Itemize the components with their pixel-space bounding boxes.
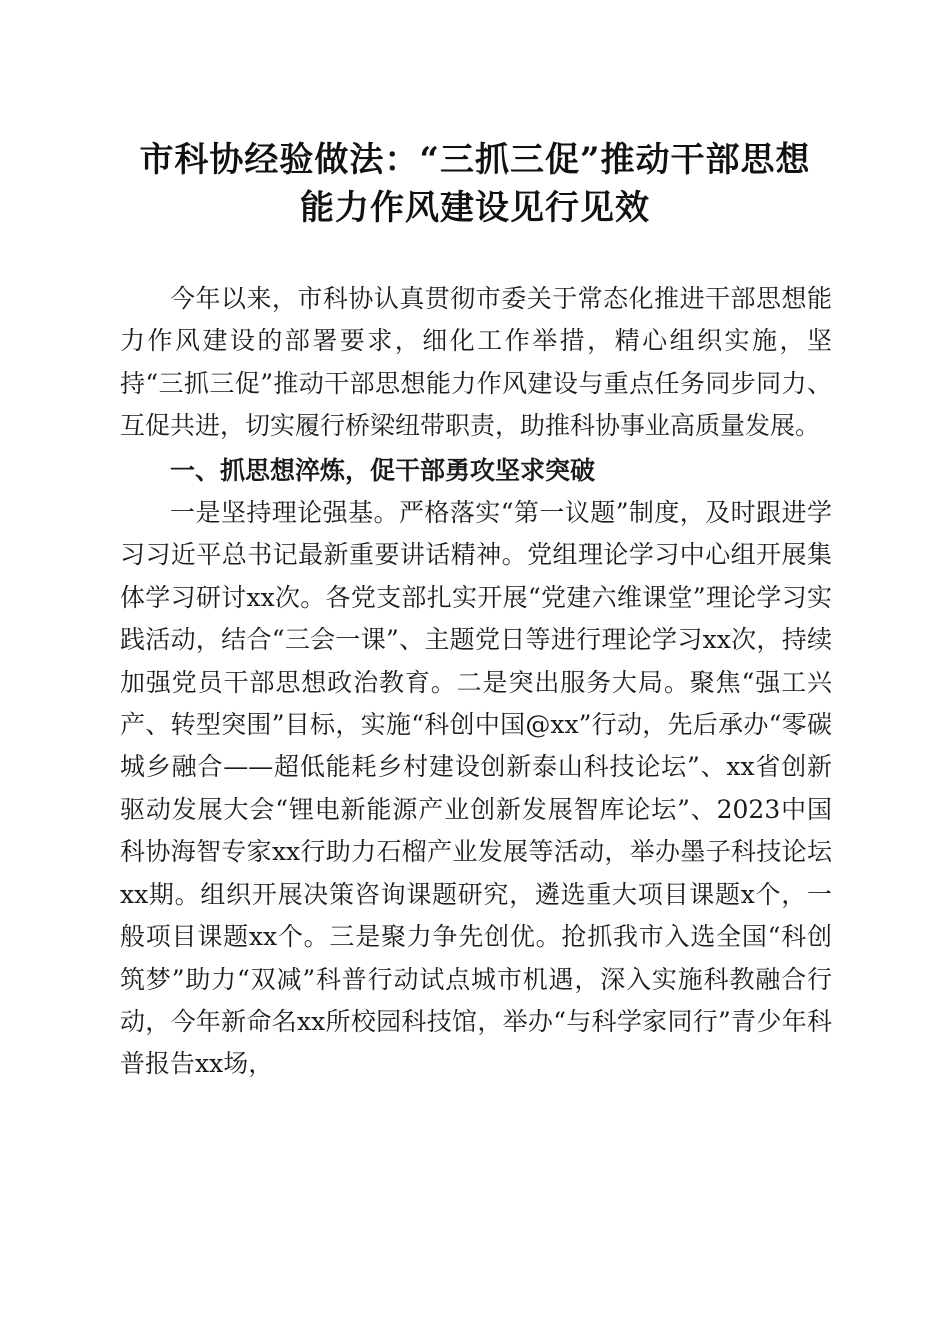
document-body — [120, 278, 832, 1086]
section-heading-1: 一、抓思想淬炼，促干部勇攻坚求突破 — [170, 455, 596, 485]
document-title-line-2: 能力作风建设见行见效 — [300, 188, 650, 228]
section-1-paragraph: 一是坚持理论强基。严格落实“第一议题”制度，及时跟进学习习近平总书记最新重要讲话精神。党组理论学习中心组开展集体学习研讨xx次。各党支部扎实开展“党建六维课堂”理论学习实践活动，结合“三会一课”、主题党日等进行理论学习xx次，持续加强党员干部思想政治教育。二是突出服务大局。聚焦“强工兴产、转型突围”目标，实施“科创中国@xx”行动，先后承办“零碳城乡融合——超低能耗乡村建设创新泰山科技论坛”、xx省创新驱动发展大会“锂电新能源产业创新发展智库论坛”、2023中国科协海智专家xx行助力石榴产业发展等活动，举办墨子科技论坛xx期。组织开展决策咨询课题研究，遴选重大项目课题x个，一般项目课题xx个。三是聚力争先创优。抢抓我市入选全国“科创筑梦”助力“双减”科普行动试点城市机遇，深入实施科教融合行动，今年新命名xx所校园科技馆，举办“与科学家同行”青少年科普报告xx场， — [120, 498, 832, 1079]
document-title-line-1: 市科协经验做法：“三抓三促”推动干部思想 — [139, 140, 811, 180]
intro-paragraph: 今年以来，市科协认真贯彻市委关于常态化推进干部思想能力作风建设的部署要求，细化工作举措，精心组织实施，坚持“三抓三促”推动干部思想能力作风建设与重点任务同步同力、互促共进，切实履行桥梁纽带职责，助推科协事业高质量发展。 — [120, 284, 832, 441]
document-title — [100, 136, 850, 232]
